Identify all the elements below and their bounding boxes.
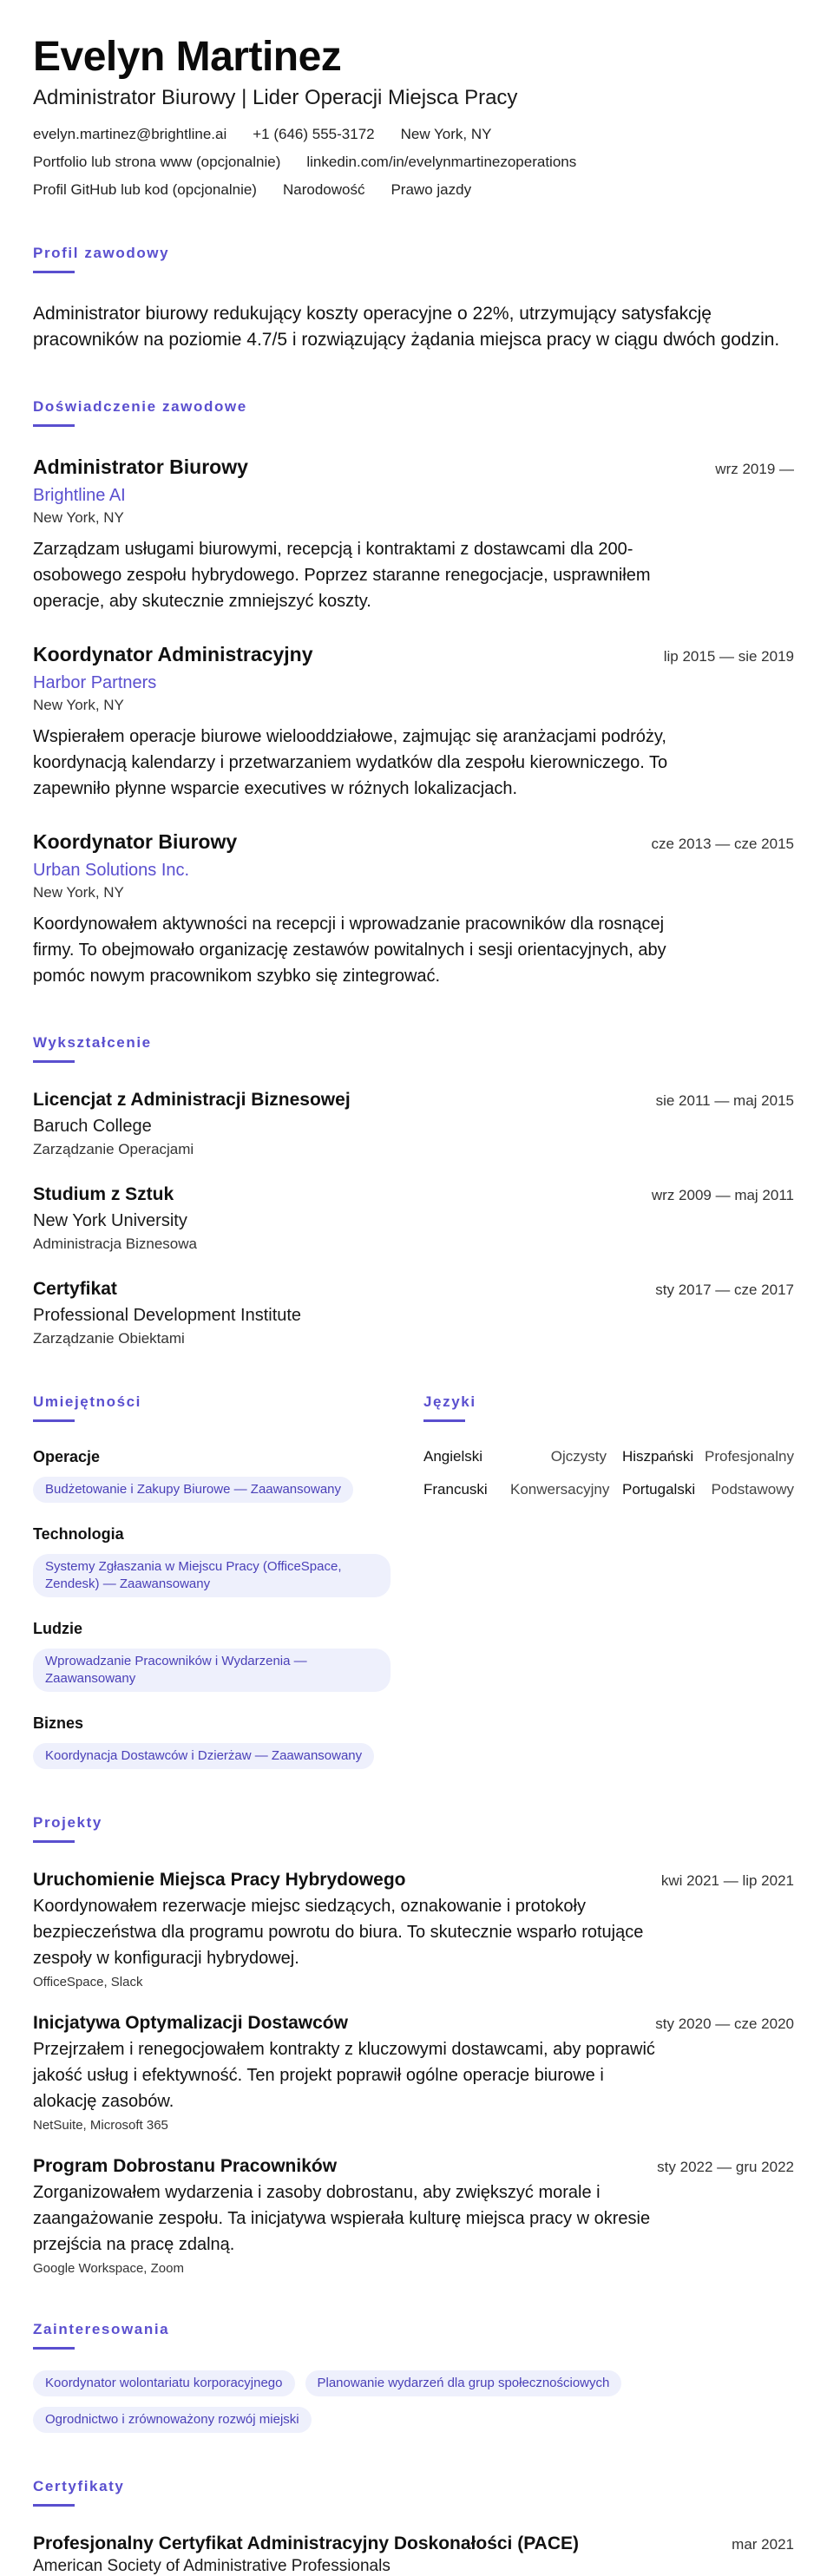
education-header [33, 1278, 794, 1301]
job-header [33, 829, 794, 854]
education-school: New York University [33, 1211, 187, 1230]
skill-category: Operacje [33, 1448, 101, 1465]
education-degree: Licencjat z Administracji Biznesowej [33, 1090, 351, 1110]
project-description: Zorganizowałem wydarzenia i zasoby dobrostanu, aby zwiększyć morale i zaangażowanie zespołu. Ta inicjatywa wspierała kulturę miejsca pracy w okresie przejścia na pracę zdalną. [33, 2183, 651, 2254]
project-header [33, 1869, 794, 1891]
contact-row-2 [33, 153, 794, 172]
education-school: Professional Development Institute [33, 1306, 302, 1325]
skill-pill: Budżetowanie i Zakupy Biurowe — Zaawansowany [33, 1477, 353, 1503]
education-degree: Certyfikat [33, 1279, 117, 1299]
skill-category: Biznes [33, 1714, 84, 1732]
job-company: Harbor Partners [33, 673, 157, 692]
contact-phone[interactable]: +1 (646) 555-3172 [253, 126, 375, 142]
section-title-certifications: Certyfikaty [33, 2478, 125, 2494]
education-header [33, 1183, 794, 1206]
project-title: Inicjatywa Optymalizacji Dostawców [33, 2013, 348, 2033]
certification-issuer: American Society of Administrative Professionals [33, 2557, 391, 2575]
job-location: New York, NY [33, 884, 124, 901]
project-description: Koordynowałem rezerwacje miejsc siedzących, oznakowanie i protokoły bezpieczeństwa dla programu powrotu do biura. To skutecznie wsparło rotujące zespoły w konfiguracji hybrydowej. [33, 1897, 644, 1968]
contact-license: Prawo jazdy [391, 181, 472, 198]
resume-header [33, 33, 794, 200]
job-entry [33, 829, 794, 989]
certification-entry [33, 2533, 794, 2576]
section-divider [33, 2504, 75, 2507]
contact-nationality: Narodowość [282, 181, 365, 198]
language-name: Francuski [423, 1481, 488, 1498]
certifications-section [33, 2478, 794, 2576]
education-section [33, 1034, 794, 1348]
project-tech: Google Workspace, Zoom [33, 2261, 184, 2276]
section-divider [33, 1840, 75, 1843]
job-title: Administrator Biurowy [33, 456, 248, 478]
skill-pill: Koordynacja Dostawców i Dzierżaw — Zaawansowany [33, 1743, 374, 1769]
contact-row-1 [33, 125, 794, 144]
project-date: sty 2022 — gru 2022 [657, 2159, 794, 2175]
section-title-languages: Języki [423, 1393, 476, 1410]
job-company: Urban Solutions Inc. [33, 861, 190, 880]
skill-group [33, 1620, 391, 1692]
education-date: sie 2011 — maj 2015 [655, 1092, 794, 1109]
project-date: kwi 2021 — lip 2021 [660, 1872, 794, 1889]
education-entry [33, 1183, 794, 1254]
contact-info [33, 125, 794, 200]
education-entry [33, 1278, 794, 1348]
project-description: Przejrzałem i renegocjowałem kontrakty z kluczowymi dostawcami, aby poprawić jakość usług i efektywność. Ten projekt poprawił ogólne operacje biurowe i alokację zasobów. [33, 2040, 655, 2111]
interests-list [33, 2370, 692, 2433]
skill-pill: Wprowadzanie Pracowników i Wydarzenia — Zaawansowany [33, 1649, 391, 1692]
education-date: sty 2017 — cze 2017 [655, 1281, 794, 1298]
section-divider [33, 271, 75, 273]
job-title: Koordynator Administracyjny [33, 643, 313, 665]
certification-header [33, 2533, 794, 2555]
job-entry [33, 642, 794, 802]
contact-location: New York, NY [400, 126, 492, 142]
skill-pill: Systemy Zgłaszania w Miejscu Pracy (OfficeSpace, Zendesk) — Zaawansowany [33, 1554, 391, 1597]
project-entry [33, 1869, 794, 1989]
interest-pill: Planowanie wydarzeń dla grup społecznościowych [305, 2370, 622, 2396]
contact-linkedin[interactable]: linkedin.com/in/evelynmartinezoperations [306, 154, 577, 170]
language-name: Angielski [423, 1448, 483, 1465]
project-entry [33, 2012, 794, 2133]
language-level: Profesjonalny [704, 1448, 794, 1465]
skill-group [33, 1448, 391, 1503]
education-date: wrz 2009 — maj 2011 [651, 1187, 794, 1203]
education-school: Baruch College [33, 1117, 152, 1136]
languages-grid [423, 1448, 794, 1498]
job-company: Brightline AI [33, 486, 126, 505]
education-field: Zarządzanie Operacjami [33, 1141, 194, 1157]
job-header [33, 455, 794, 479]
languages-section [423, 1393, 794, 1769]
skill-group [33, 1525, 391, 1597]
section-title-interests: Zainteresowania [33, 2321, 170, 2337]
section-divider [33, 1060, 75, 1063]
job-description: Koordynowałem aktywności na recepcji i wprowadzanie pracowników dla rosnącej firmy. To obejmowało organizację zestawów powitalnych i sesji orientacyjnych, aby pomóc nowym pracownikom szybko się zintegrować. [33, 914, 666, 986]
section-title-skills: Umiejętności [33, 1393, 142, 1410]
project-header [33, 2012, 794, 2035]
education-header [33, 1089, 794, 1111]
education-entry [33, 1089, 794, 1159]
summary-text: Administrator biurowy redukujący koszty operacyjne o 22%, utrzymujący satysfakcję pracowników na poziomie 4.7/5 i rozwiązujący żądania miejsca pracy w ciągu dwóch godzin. [33, 304, 780, 350]
language-level: Ojczysty [550, 1448, 607, 1465]
section-divider [33, 2347, 75, 2350]
language-name: Hiszpański [622, 1448, 694, 1465]
interest-pill: Koordynator wolontariatu korporacyjnego [33, 2370, 295, 2396]
language-level: Konwersacyjny [510, 1481, 610, 1498]
section-title-education: Wykształcenie [33, 1034, 152, 1051]
project-title: Uruchomienie Miejsca Pracy Hybrydowego [33, 1870, 406, 1890]
language-level: Podstawowy [711, 1481, 794, 1498]
contact-portfolio[interactable]: Portfolio lub strona www (opcjonalnie) [33, 154, 281, 170]
certification-name: Profesjonalny Certyfikat Administracyjny Doskonałości (PACE) [33, 2533, 579, 2553]
candidate-headline: Administrator Biurowy | Lider Operacji Miejsca Pracy [33, 86, 518, 109]
project-title: Program Dobrostanu Pracowników [33, 2156, 338, 2176]
contact-github[interactable]: Profil GitHub lub kod (opcjonalnie) [33, 181, 257, 198]
job-header [33, 642, 794, 666]
job-location: New York, NY [33, 509, 124, 526]
skills-section [33, 1393, 391, 1769]
skills-languages-row [33, 1393, 794, 1769]
candidate-name: Evelyn Martinez [33, 34, 342, 80]
job-title: Koordynator Biurowy [33, 830, 238, 853]
job-date: lip 2015 — sie 2019 [663, 648, 794, 665]
section-divider [423, 1419, 465, 1422]
section-title-projects: Projekty [33, 1814, 102, 1831]
education-field: Zarządzanie Obiektami [33, 1330, 185, 1347]
experience-section [33, 398, 794, 989]
job-description: Zarządzam usługami biurowymi, recepcją i kontraktami z dostawcami dla 200-osobowego zespołu hybrydowego. Poprzez staranne renegocjacje, usprawniłem operacje, aby skutecznie zmniejszyć koszty. [33, 540, 651, 611]
certification-date: mar 2021 [732, 2536, 794, 2553]
education-field: Administracja Biznesowa [33, 1236, 197, 1252]
project-header [33, 2155, 794, 2178]
section-divider [33, 1419, 75, 1422]
summary-section [33, 245, 794, 353]
education-degree: Studium z Sztuk [33, 1184, 174, 1204]
project-tech: NetSuite, Microsoft 365 [33, 2118, 168, 2133]
project-entry [33, 2155, 794, 2276]
interest-pill: Ogrodnictwo i zrównoważony rozwój miejski [33, 2407, 312, 2433]
language-name: Portugalski [622, 1481, 696, 1498]
job-date: wrz 2019 — [715, 461, 794, 477]
skill-category: Ludzie [33, 1620, 82, 1637]
job-location: New York, NY [33, 697, 124, 713]
section-title-experience: Doświadczenie zawodowe [33, 398, 247, 415]
contact-email[interactable]: evelyn.martinez@brightline.ai [33, 126, 227, 142]
skill-category: Technologia [33, 1525, 124, 1543]
contact-row-3 [33, 180, 794, 200]
section-divider [33, 424, 75, 427]
job-date: cze 2013 — cze 2015 [651, 836, 794, 852]
job-description: Wspierałem operacje biurowe wielooddziałowe, zajmując się aranżacjami podróży, koordynacją kalendarzy i przetwarzaniem wydatków dla zespołu kierowniczego. To zapewniło płynne wsparcie executives w różnych lokalizacjach. [33, 727, 668, 798]
interests-section [33, 2321, 794, 2433]
project-tech: OfficeSpace, Slack [33, 1975, 143, 1989]
projects-section [33, 1814, 794, 2276]
section-title-summary: Profil zawodowy [33, 245, 170, 261]
job-entry [33, 455, 794, 614]
skill-group [33, 1714, 391, 1769]
project-date: sty 2020 — cze 2020 [655, 2016, 794, 2032]
